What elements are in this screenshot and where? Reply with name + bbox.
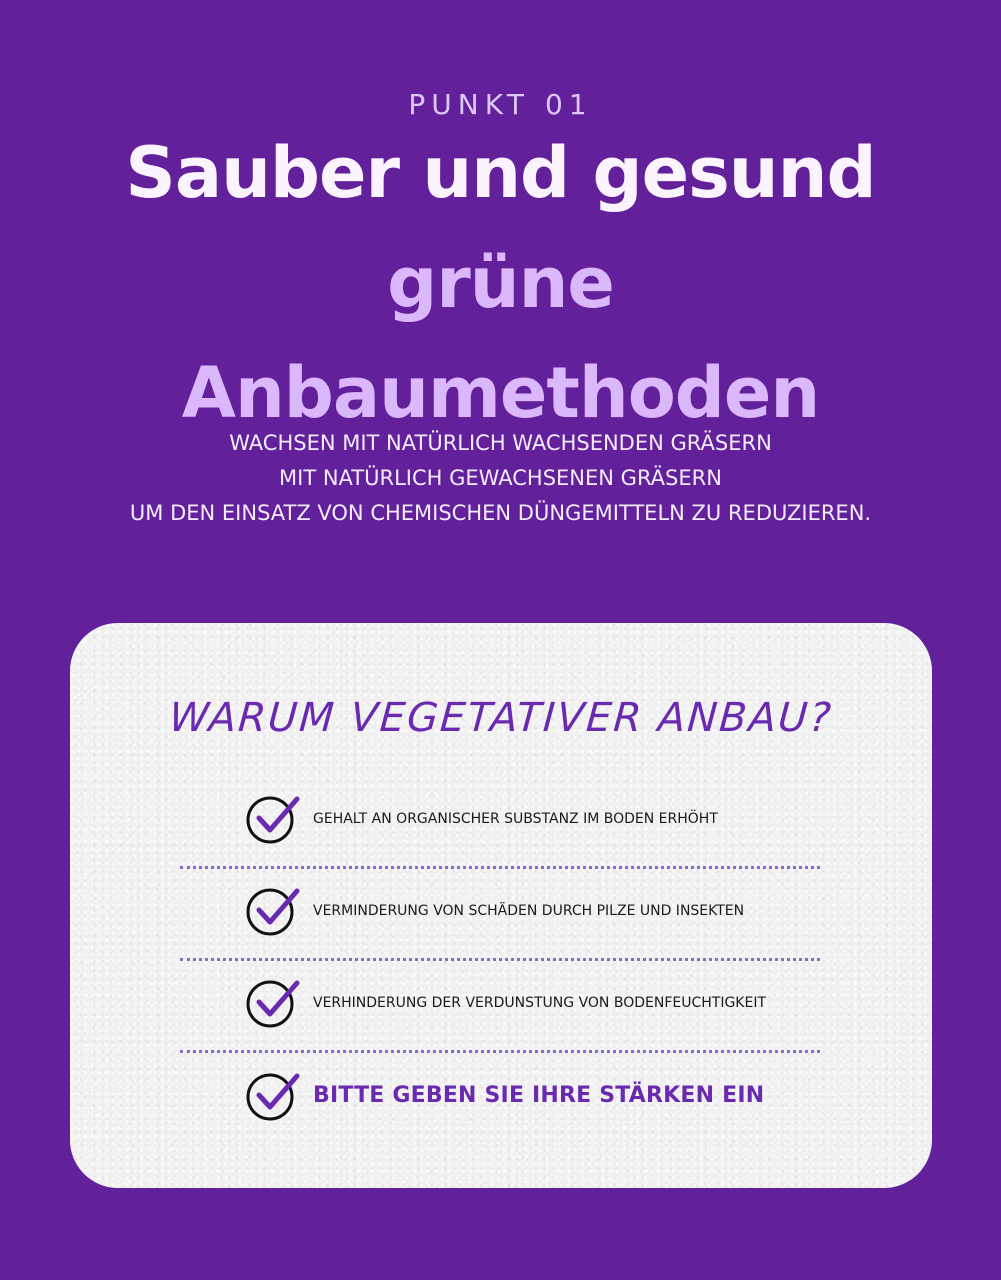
dotted-divider [180, 1050, 820, 1053]
subtitle-line-1: WACHSEN MIT NATÜRLICH WACHSENDEN GRÄSERN [229, 431, 772, 455]
list-item-label: VERMINDERUNG VON SCHÄDEN DURCH PILZE UND INSEKTEN [313, 903, 745, 919]
check-circle-icon [245, 883, 301, 939]
list-item [245, 1068, 845, 1124]
list-item [245, 883, 845, 939]
card-heading: WARUM VEGETATIVER ANBAU? [167, 695, 835, 741]
benefits-card [70, 623, 932, 1188]
check-circle-icon [245, 1068, 301, 1124]
kicker: PUNKT 01 [408, 88, 593, 121]
title-line-2: grüne [387, 242, 614, 324]
title-line-3: Anbaumethoden [181, 352, 820, 434]
check-circle-icon [245, 791, 301, 847]
check-circle-icon [245, 975, 301, 1031]
list-item-label-highlight: BITTE GEBEN SIE IHRE STÄRKEN EIN [313, 1083, 765, 1108]
title-line-1: Sauber und gesund [125, 132, 876, 214]
subtitle-line-2: MIT NATÜRLICH GEWACHSENEN GRÄSERN [279, 466, 722, 490]
list-item-label: VERHINDERUNG DER VERDUNSTUNG VON BODENFEUCHTIGKEIT [313, 995, 766, 1011]
dotted-divider [180, 866, 820, 869]
list-item [245, 791, 845, 847]
page-title [0, 118, 1001, 448]
list-item [245, 975, 845, 1031]
subtitle-line-3: UM DEN EINSATZ VON CHEMISCHEN DÜNGEMITTELN ZU REDUZIEREN. [129, 501, 872, 525]
dotted-divider [180, 958, 820, 961]
subtitle [0, 426, 1001, 531]
list-item-label: GEHALT AN ORGANISCHER SUBSTANZ IM BODEN ERHÖHT [313, 811, 718, 827]
